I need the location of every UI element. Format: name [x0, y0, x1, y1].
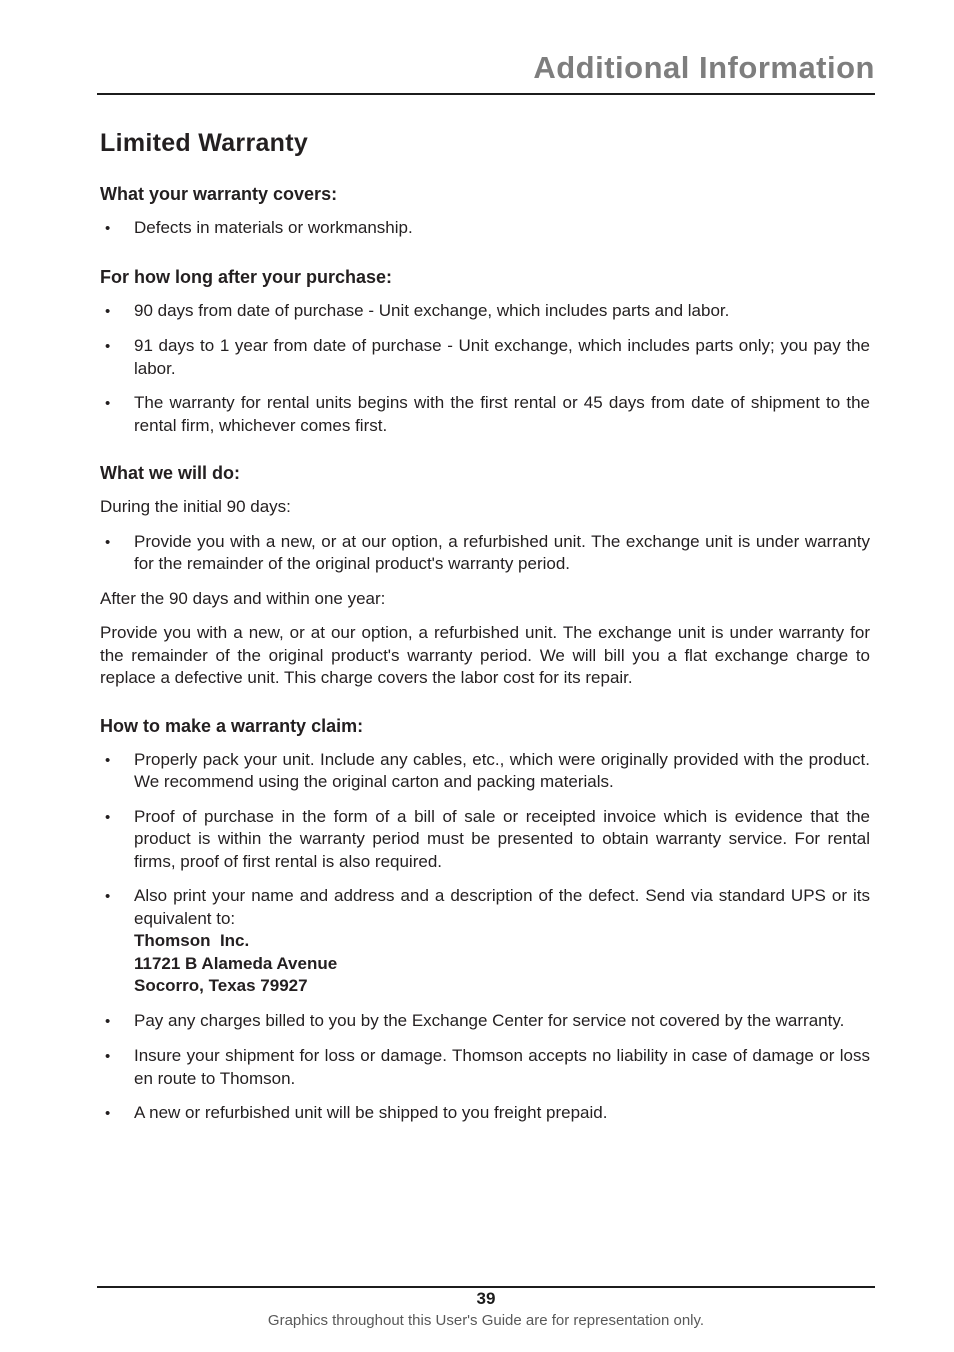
bullet-text: 91 days to 1 year from date of purchase - Unit exchange, which includes parts only; you pay the labor. — [134, 336, 870, 378]
list-item — [100, 1102, 870, 1126]
bullet-text: A new or refurbished unit will be shipped to you freight prepaid. — [134, 1103, 608, 1122]
page-header — [0, 0, 954, 95]
bullet-text: Defects in materials or workmanship. — [134, 218, 413, 237]
bullet-marker-icon — [100, 806, 134, 874]
bullet-text: Properly pack your unit. Include any cables, etc., which were originally provided with the product. We recommend using the original carton and packing materials. — [134, 749, 870, 791]
subheading-warranty-claim: How to make a warranty claim: — [100, 715, 364, 736]
bullet-marker-icon — [100, 300, 134, 324]
bullet-text: Pay any charges billed to you by the Exchange Center for service not covered by the warranty. — [134, 1010, 845, 1030]
list-item — [100, 531, 870, 576]
bullet-marker-icon — [100, 392, 134, 437]
subheading-how-long: For how long after your purchase: — [100, 266, 393, 287]
bullet-marker-icon — [100, 885, 134, 998]
footer-rule — [97, 1286, 875, 1288]
page-footer — [97, 1286, 875, 1329]
bullet-list — [100, 300, 870, 438]
bullet-list — [100, 217, 870, 241]
section-what-we-do — [100, 463, 870, 690]
list-item — [100, 806, 870, 874]
footer-caption: Graphics throughout this User's Guide are for representation only. — [267, 1312, 705, 1329]
paragraph-after-90-days-intro: After the 90 days and within one year: — [100, 588, 386, 608]
bullet-marker-icon — [100, 335, 134, 380]
bullet-marker-icon — [100, 1045, 134, 1090]
list-item — [100, 392, 870, 437]
bullet-marker-icon — [100, 531, 134, 576]
list-item — [100, 1045, 870, 1090]
list-item — [100, 300, 870, 324]
header-title: Additional Information — [533, 50, 875, 85]
bullet-list — [100, 531, 870, 576]
paragraph-after-90-days-body: Provide you with a new, or at our option, a refurbished unit. The exchange unit is under warranty for the remainder of the original product's warranty period. We will bill you a flat exchange charge to replace a defective unit. This charge covers the labor cost for its repair. — [100, 623, 870, 687]
bullet-list — [100, 749, 870, 1126]
bullet-text: The warranty for rental units begins with the first rental or 45 days from date of shipment to the rental firm, whichever comes first. — [134, 393, 870, 435]
section-warranty-claim — [100, 716, 870, 1126]
subheading-warranty-covers: What your warranty covers: — [100, 184, 338, 204]
bullet-marker-icon — [100, 1010, 134, 1034]
page-title: Limited Warranty — [100, 129, 309, 157]
list-item — [100, 885, 870, 998]
bullet-text-with-address — [134, 885, 870, 998]
bullet-text: 90 days from date of purchase - Unit exchange, which includes parts and labor. — [134, 300, 730, 320]
list-item — [100, 749, 870, 794]
page-number: 39 — [476, 1289, 496, 1308]
section-how-long — [100, 267, 870, 438]
header-rule — [97, 93, 875, 95]
address-street: 11721 B Alameda Avenue — [134, 953, 338, 973]
bullet-marker-icon — [100, 749, 134, 794]
address-city: Socorro, Texas 79927 — [134, 976, 308, 995]
list-item — [100, 1010, 870, 1034]
bullet-marker-icon — [100, 217, 134, 241]
bullet-text: Provide you with a new, or at our option, a refurbished unit. The exchange unit is under warranty for the remainder of the original product's warranty period. — [134, 531, 870, 573]
address-name: Thomson Inc. — [134, 931, 250, 950]
bullet-text: Proof of purchase in the form of a bill of sale or receipted invoice which is evidence that the product is within the warranty period must be presented to obtain warranty service. For rental firms, proof of first rental is also required. — [134, 806, 870, 871]
bullet-marker-icon — [100, 1102, 134, 1126]
page-content — [100, 129, 870, 1126]
subheading-what-we-do: What we will do: — [100, 463, 240, 483]
bullet-text: Also print your name and address and a description of the defect. Send via standard UPS or its equivalent to: — [134, 886, 870, 928]
list-item — [100, 335, 870, 380]
bullet-text: Insure your shipment for loss or damage. Thomson accepts no liability in case of damage or loss en route to Thomson. — [134, 1046, 870, 1088]
section-warranty-covers — [100, 184, 870, 241]
paragraph-initial-90-days: During the initial 90 days: — [100, 497, 291, 516]
list-item — [100, 217, 870, 241]
